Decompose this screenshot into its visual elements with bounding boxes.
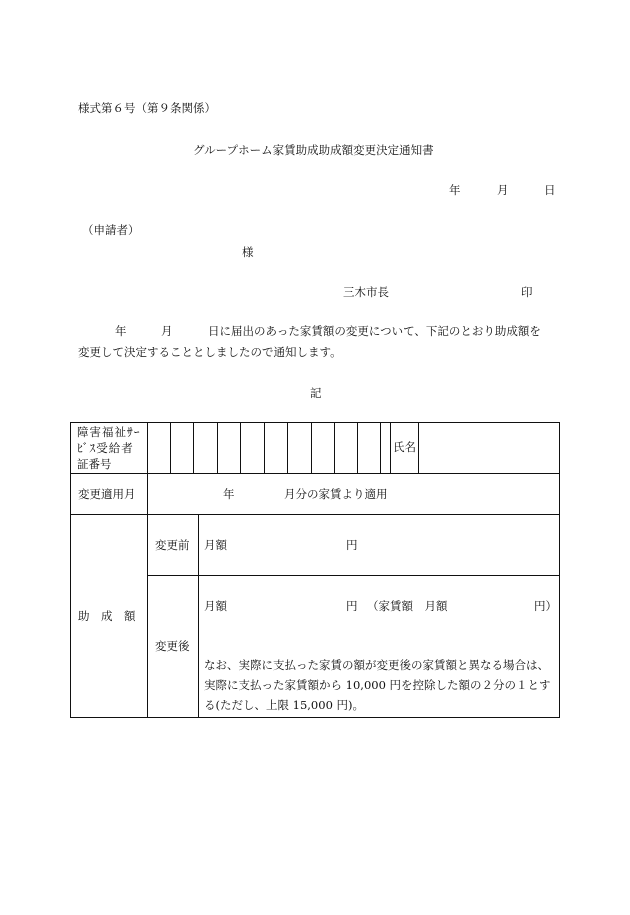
applicant-label: （申請者） — [82, 223, 140, 237]
ki-heading: 記 — [310, 386, 322, 400]
body-line1-rest: 日に届出のあった家賃額の変更について、下記のとおり助成額を — [208, 324, 541, 338]
body-year: 年 — [115, 324, 127, 338]
before-month-amount: 月額 — [204, 538, 227, 552]
apply-month-label: 変更適用月 — [78, 487, 136, 501]
note-line3: る(ただし、上限 15,000 円)。 — [204, 698, 365, 712]
after-label: 変更後 — [155, 639, 190, 653]
cert-label-line2: ﾋﾞｽ受給者 — [77, 441, 134, 455]
apply-month-year: 年 — [223, 487, 235, 501]
notification-table — [70, 422, 560, 718]
after-yen: 円 — [346, 599, 358, 613]
after-rent-yen: 円） — [534, 599, 557, 613]
after-rent-amount: （家賃額 月額 — [367, 599, 448, 613]
document-title: グループホーム家賃助成助成額変更決定通知書 — [193, 143, 434, 157]
note-line2: 実際に支払った家賃額から 10,000 円を控除した額の２分の１とす — [204, 678, 551, 692]
applicant-honorific: 様 — [242, 245, 254, 259]
cert-label-line3: 証番号 — [77, 457, 112, 471]
name-label: 氏名 — [393, 440, 416, 454]
after-month-amount: 月額 — [204, 599, 227, 613]
cert-label-line1: 障害福祉ｻｰ — [77, 425, 141, 439]
date-year: 年 — [449, 183, 461, 197]
form-number: 様式第６号（第９条関係） — [78, 101, 216, 115]
subsidy-label: 助 成 額 — [78, 609, 136, 623]
issuer-name: 三木市長 — [343, 285, 389, 299]
apply-month-text: 月分の家賃より適用 — [284, 487, 388, 501]
body-line2: 変更して決定することとしましたので通知します。 — [78, 345, 342, 359]
before-label: 変更前 — [155, 538, 190, 552]
date-day: 日 — [544, 183, 556, 197]
note-line1: なお、実際に支払った家賃の額が変更後の家賃額と異なる場合は、 — [204, 658, 549, 672]
seal-mark: 印 — [521, 285, 533, 299]
date-month: 月 — [497, 183, 509, 197]
body-month: 月 — [161, 324, 173, 338]
before-yen: 円 — [346, 538, 358, 552]
